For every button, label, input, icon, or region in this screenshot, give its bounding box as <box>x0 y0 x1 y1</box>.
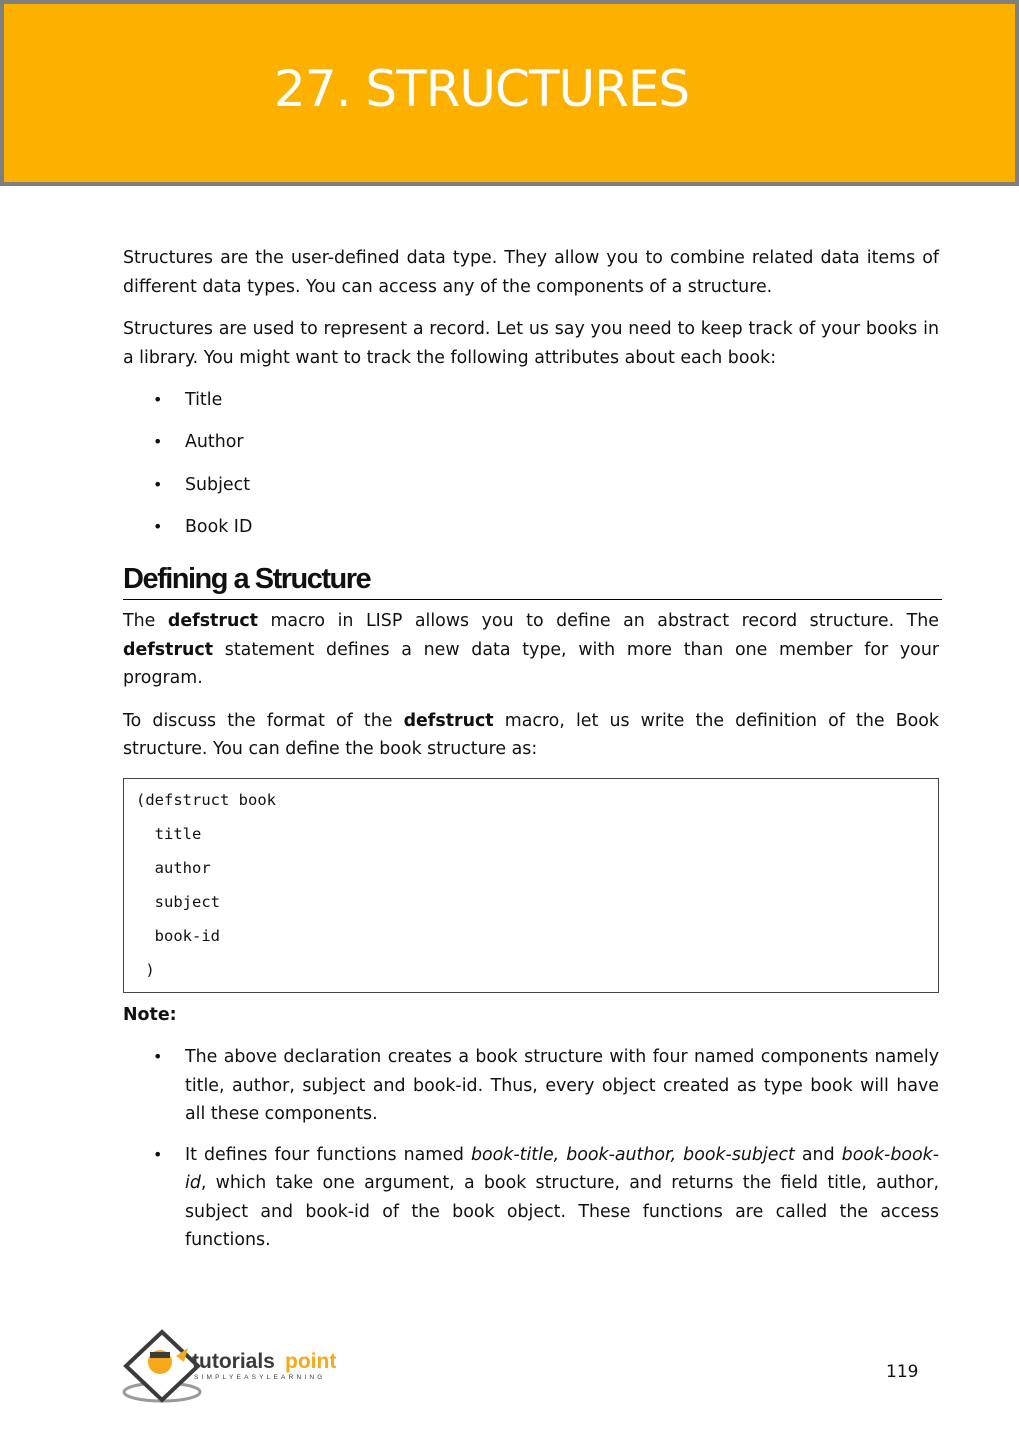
page-content <box>123 244 939 1267</box>
code-line: title <box>136 824 202 843</box>
bullet-icon: • <box>153 390 163 409</box>
code-line: subject <box>136 892 220 911</box>
code-block <box>123 778 939 993</box>
list-item: • Title <box>123 386 939 428</box>
logo-tagline: SIMPLYEASYLEARNING <box>194 1374 326 1381</box>
code-line: (defstruct book <box>136 790 276 809</box>
bullet-icon: • <box>153 1144 163 1164</box>
list-item: • The above declaration creates a book structure with four named components namely title, author, subject and book-id. Thus, every object created as type book will have all these components. <box>123 1043 939 1129</box>
bullet-icon: • <box>153 516 163 536</box>
list-item: • It defines four functions named book-title, book-author, book-subject and book-book-id, which take one argument, a book structure, and returns the field title, author, subject and book-id of the book object. These functions are called the access functions. <box>123 1141 939 1255</box>
list-item: • Book ID <box>123 513 939 555</box>
chapter-title: 27. STRUCTURES <box>274 60 690 118</box>
list-item: • Subject <box>123 471 939 513</box>
tutorialspoint-logo <box>120 1326 370 1404</box>
code-line: book-id <box>136 926 220 945</box>
section-paragraph-1: The defstruct macro in LISP allows you to define an abstract record structure. The defstruct statement defines a new data type, with more than one member for your program. <box>123 611 940 689</box>
section-heading: Defining a Structure <box>123 561 942 600</box>
note-list <box>123 1043 939 1255</box>
logo-cap-icon <box>150 1352 170 1358</box>
code-line: ) <box>136 960 155 979</box>
bullet-icon: • <box>153 474 163 494</box>
code-line: author <box>136 858 211 877</box>
bullet-icon: • <box>153 1047 163 1067</box>
logo-word-tutorials: tutorials <box>192 1350 275 1373</box>
page-number: 119 <box>886 1362 919 1382</box>
bullet-icon: • <box>153 432 163 452</box>
intro-paragraph-2: Structures are used to represent a record. Let us say you need to keep track of your books in a library. You might want to track the following attributes about each book: <box>123 319 939 368</box>
note-label: Note: <box>123 1004 177 1025</box>
list-item: • Author <box>123 428 939 470</box>
chapter-banner <box>0 0 1019 186</box>
section-paragraph-2: To discuss the format of the defstruct macro, let us write the definition of the Book structure. You can define the book structure as: <box>123 710 939 760</box>
intro-paragraph-1: Structures are the user-defined data type. They allow you to combine related data items of different data types. You can access any of the components of a structure. <box>123 248 939 297</box>
logo-word-point: point <box>285 1350 337 1373</box>
attribute-list <box>123 386 939 555</box>
